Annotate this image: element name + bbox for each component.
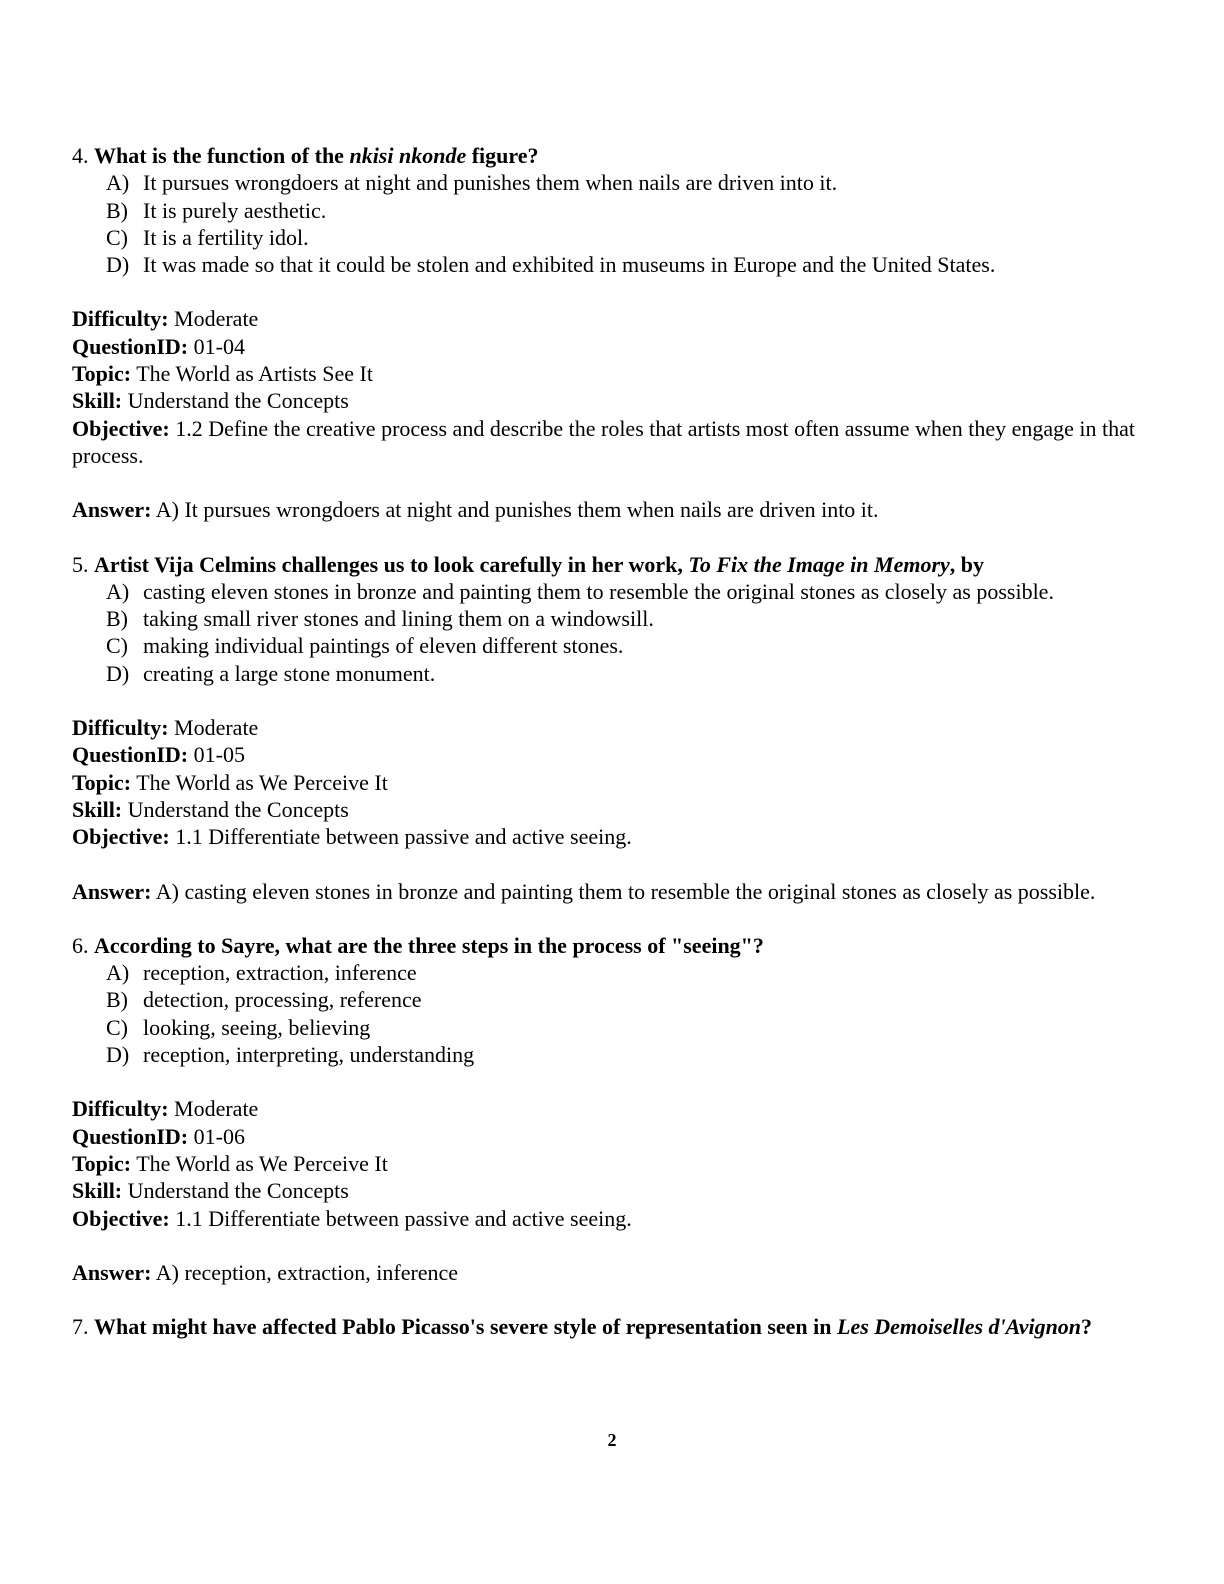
option-a: A) It pursues wrongdoers at night and punishes them when nails are driven into it. bbox=[106, 170, 838, 196]
option-d: D) reception, interpreting, understanding bbox=[106, 1042, 475, 1068]
topic: Topic: The World as We Perceive It bbox=[72, 1150, 388, 1176]
answer-options bbox=[72, 578, 1152, 687]
answer-options bbox=[72, 959, 1152, 1068]
question-id: QuestionID: 01-06 bbox=[72, 1123, 245, 1149]
question-stem: 6. According to Sayre, what are the three steps in the process of "seeing"? bbox=[72, 932, 764, 958]
question-metadata bbox=[72, 1095, 1152, 1231]
question-id: QuestionID: 01-05 bbox=[72, 742, 245, 768]
answer: Answer: A) It pursues wrongdoers at night and punishes them when nails are driven into it. bbox=[72, 497, 879, 523]
topic: Topic: The World as We Perceive It bbox=[72, 769, 388, 795]
option-d: D) It was made so that it could be stolen and exhibited in museums in Europe and the United States. bbox=[106, 252, 996, 278]
question-id: QuestionID: 01-04 bbox=[72, 333, 245, 359]
answer-options bbox=[72, 169, 1152, 278]
skill: Skill: Understand the Concepts bbox=[72, 796, 349, 822]
option-d: D) creating a large stone monument. bbox=[106, 660, 436, 686]
objective: Objective: 1.2 Define the creative process and describe the roles that artists most often assume when they engage in that process. bbox=[72, 415, 1135, 468]
question-stem: 7. What might have affected Pablo Picasso's severe style of representation seen in Les Demoiselles d'Avignon? bbox=[72, 1314, 1093, 1340]
answer: Answer: A) casting eleven stones in bronze and painting them to resemble the original stones as closely as possible. bbox=[72, 878, 1096, 904]
difficulty: Difficulty: Moderate bbox=[72, 306, 259, 332]
question-7 bbox=[72, 1313, 1152, 1340]
option-c: C) looking, seeing, believing bbox=[106, 1014, 371, 1040]
question-stem: 4. What is the function of the nkisi nkonde figure? bbox=[72, 143, 539, 168]
question-metadata bbox=[72, 305, 1152, 469]
option-b: B) It is purely aesthetic. bbox=[106, 197, 327, 223]
answer: Answer: A) reception, extraction, inference bbox=[72, 1259, 459, 1285]
document-page bbox=[72, 142, 1152, 1367]
option-c: C) It is a fertility idol. bbox=[106, 224, 309, 250]
option-c: C) making individual paintings of eleven different stones. bbox=[106, 633, 624, 659]
skill: Skill: Understand the Concepts bbox=[72, 388, 349, 414]
difficulty: Difficulty: Moderate bbox=[72, 1096, 259, 1122]
skill: Skill: Understand the Concepts bbox=[72, 1178, 349, 1204]
question-4 bbox=[72, 142, 1152, 524]
question-5 bbox=[72, 551, 1152, 905]
question-stem: 5. Artist Vija Celmins challenges us to look carefully in her work, To Fix the Image in Memory, by bbox=[72, 551, 985, 577]
option-b: B) taking small river stones and lining them on a windowsill. bbox=[106, 606, 654, 632]
question-metadata bbox=[72, 714, 1152, 850]
page-number: 2 bbox=[607, 1430, 617, 1450]
option-a: A) reception, extraction, inference bbox=[106, 960, 417, 986]
option-b: B) detection, processing, reference bbox=[106, 987, 422, 1013]
question-6 bbox=[72, 932, 1152, 1286]
objective: Objective: 1.1 Differentiate between passive and active seeing. bbox=[72, 1205, 632, 1231]
topic: Topic: The World as Artists See It bbox=[72, 361, 373, 387]
option-a: A) casting eleven stones in bronze and painting them to resemble the original stones as closely as possible. bbox=[106, 578, 1054, 604]
objective: Objective: 1.1 Differentiate between passive and active seeing. bbox=[72, 824, 632, 850]
difficulty: Difficulty: Moderate bbox=[72, 715, 259, 741]
